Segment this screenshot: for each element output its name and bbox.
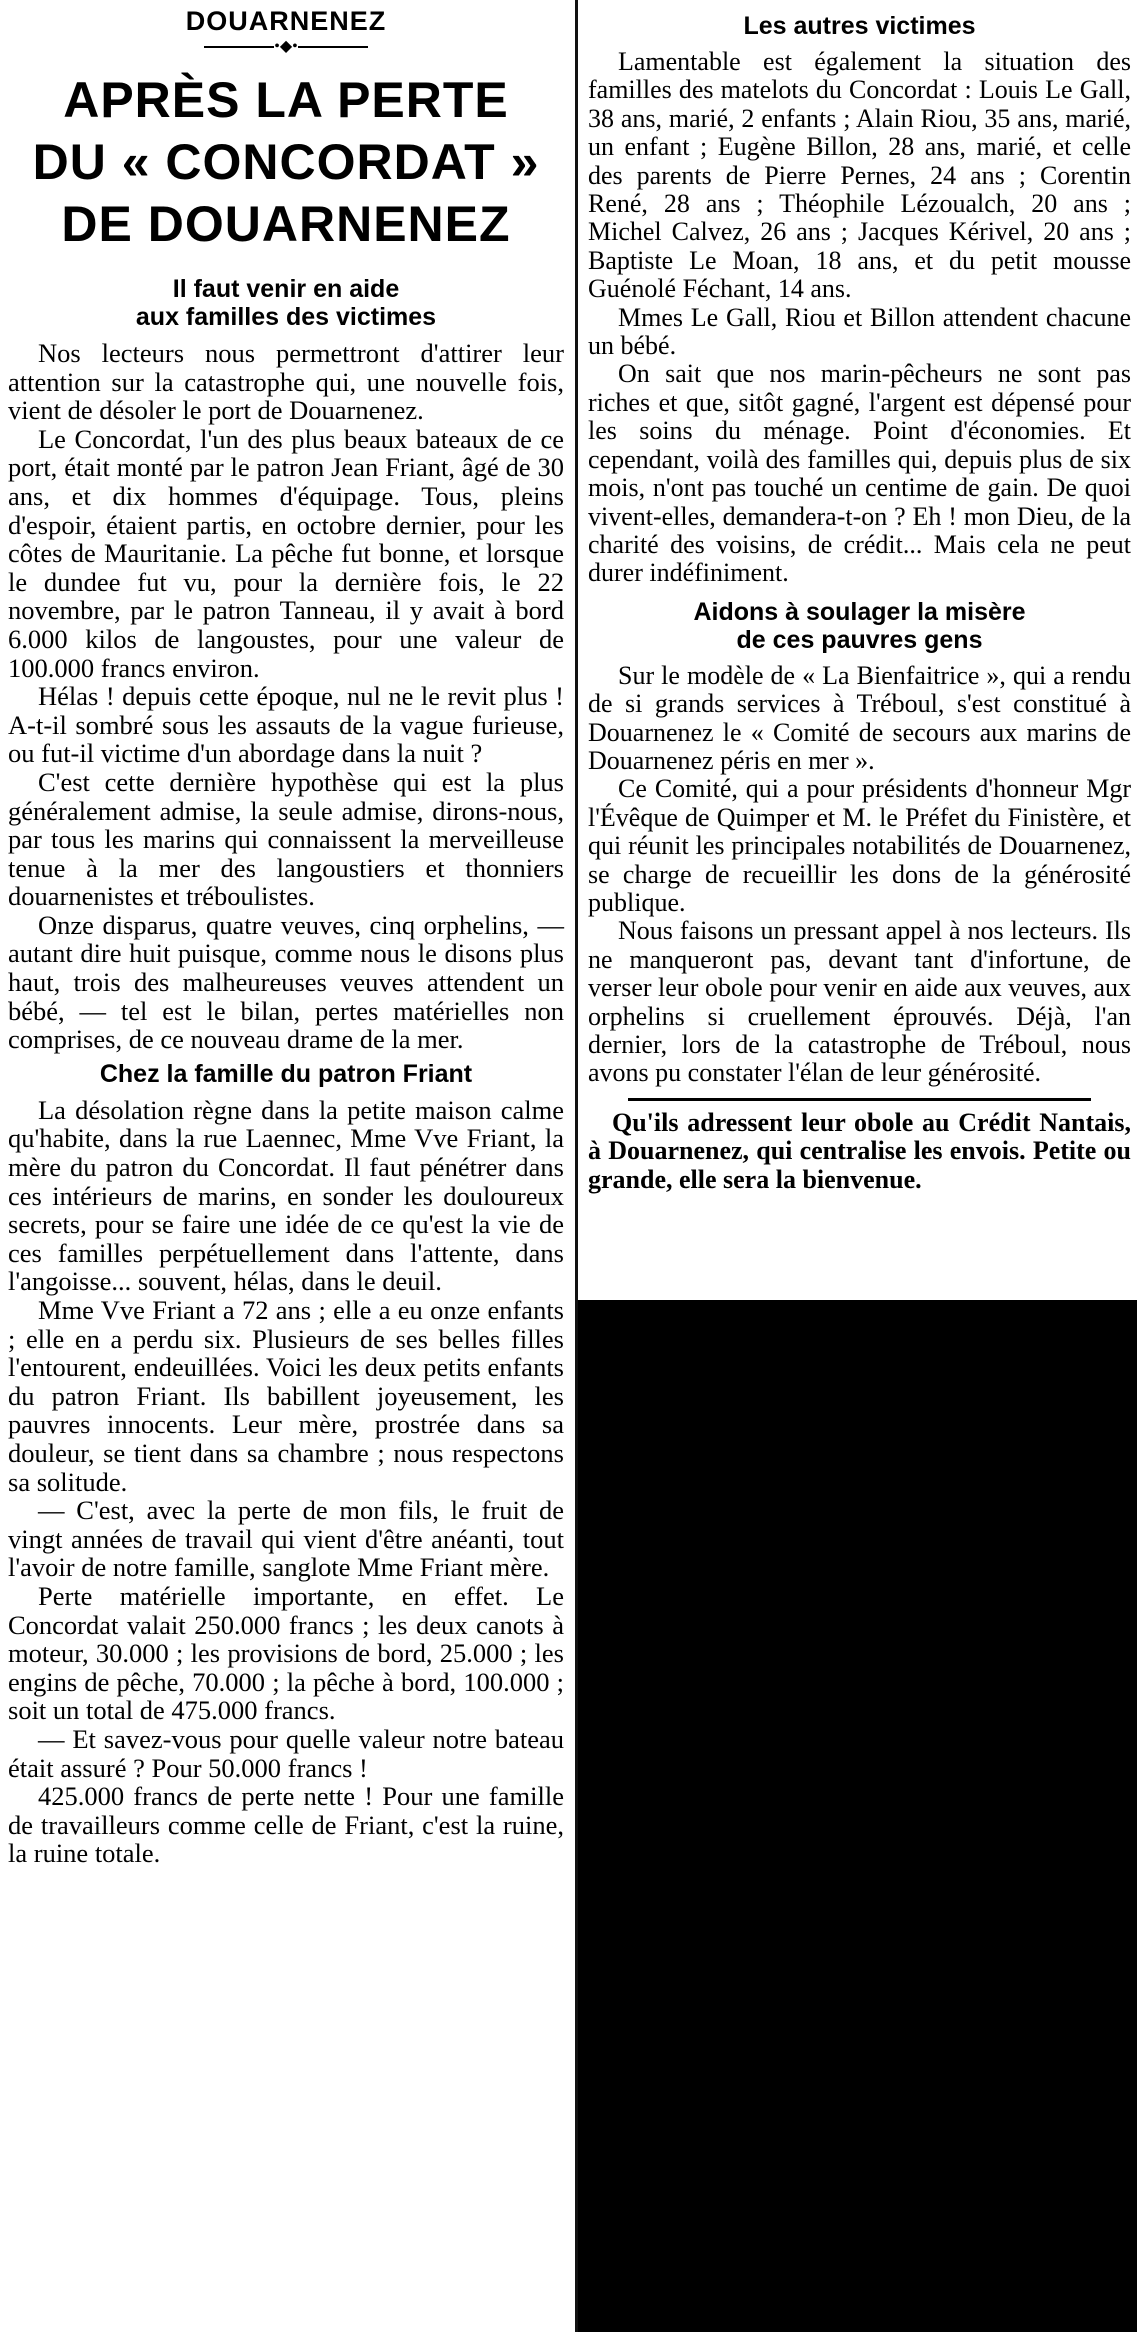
paragraph: Mmes Le Gall, Riou et Billon attendent chacune un bébé.: [588, 302, 1131, 361]
paragraph: C'est cette dernière hypothèse qui est la plus généralement admise, la seule admise, dirons-nous, par tous les marins qui connaissent la merveilleuse tenue à la mer des langoustiers et thonniers douarnenistes et tréboulistes.: [8, 766, 564, 912]
paragraph: Hélas ! depuis cette époque, nul ne le revit plus ! A-t-il sombré sous les assauts de la vague furieuse, ou fut-il victime d'un abordage dans la nuit ?: [8, 681, 564, 769]
right-column: [582, 0, 1137, 1194]
kicker-location: DOUARNENEZ: [185, 6, 387, 36]
paragraph: Le Concordat, l'un des plus beaux bateaux de ce port, était monté par le patron Jean Friant, âgé de 30 ans, et dix hommes d'équipage. Tous, pleins d'espoir, étaient partis, en octobre dernier, pour les côtes de Mauritanie. La pêche fut bonne, et lorsque le dundee fut vu, pour la dernière fois, le 22 novembre, par le patron Tanneau, il y avait à bord 6.000 kilos de langoustes, pour une valeur de 100.000 francs environ.: [8, 423, 564, 683]
subhead-friant-family: Chez la famille du patron Friant: [99, 1059, 473, 1088]
paragraph: Onze disparus, quatre veuves, cinq orphelins, — autant dire huit puisque, comme nous le disons plus haut, trois des malheureuses veuves attendent un bébé, — tel est le bilan, pertes matérielles non comprises, de ce nouveau drame de la mer.: [8, 909, 564, 1055]
paragraph: Sur le modèle de « La Bienfaitrice », qui a rendu de si grands services à Tréboul, s'est constitué à Douarnenez le « Comité de secours aux marins de Douarnenez péris en mer ».: [588, 660, 1131, 775]
paragraph: 425.000 francs de perte nette ! Pour une famille de travailleurs comme celle de Friant, c'est la ruine, la ruine totale.: [8, 1781, 564, 1869]
section-divider: [628, 1098, 1091, 1101]
paragraph: — Et savez-vous pour quelle valeur notre bateau était assuré ? Pour 50.000 francs !: [8, 1723, 564, 1783]
paragraph: — C'est, avec la perte de mon fils, le fruit de vingt années de travail qui vient d'être anéanti, tout l'avoir de notre famille, sanglote Mme Friant mère.: [8, 1495, 564, 1583]
paragraph: Perte matérielle importante, en effet. Le Concordat valait 250.000 francs ; les deux canots à moteur, 30.000 ; les provisions de bord, 25.000 ; les engins de pêche, 70.000 ; la pêche à bord, 100.000 ; soit un total de 475.000 francs.: [8, 1580, 564, 1726]
paragraph: Ce Comité, qui a pour présidents d'honneur Mgr l'Évêque de Quimper et M. le Préfet du Finistère, et qui réunit les principales notabilités de Douarnenez, se charge de recueillir les dons de la générosité publique.: [588, 774, 1131, 917]
left-column: [0, 0, 572, 1868]
closing-appeal: Qu'ils adressent leur obole au Crédit Nantais, à Douarnenez, qui centralise les envois. Petite ou grande, elle sera la bienvenue.: [588, 1107, 1131, 1194]
paragraph: On sait que nos marin-pêcheurs ne sont pas riches et que, sitôt gagné, l'argent est dépensé pour les soins du ménage. Point d'économies. Et cependant, voilà des familles qui, depuis plus de six mois, n'ont pas touché un centime de gain. De quoi vivent-elles, demandera-t-on ? Eh ! mon Dieu, de la charité des voisins, de crédit... Mais cela ne peut durer indéfiniment.: [588, 359, 1131, 588]
headline-line: APRÈS LA PERTE: [63, 72, 509, 128]
paragraph: Nos lecteurs nous permettront d'attirer leur attention sur la catastrophe qui, une nouvelle fois, vient de désoler le port de Douarnenez.: [8, 338, 564, 426]
ornament-glyph: •◆•: [274, 38, 298, 55]
subhead-relieve-misery: Aidons à soulager la misère de ces pauvres gens: [693, 597, 1026, 654]
subhead-aid-families: Il faut venir en aide aux familles des victimes: [135, 275, 437, 331]
headline-line: DE DOUARNENEZ: [61, 196, 511, 252]
paragraph: La désolation règne dans la petite maison calme qu'habite, dans la rue Laennec, Mme Vve Friant, la mère du patron du Concordat. Il faut pénétrer dans ces intérieurs de marins, en sonder les douloureux secrets, pour se faire une idée de ce qu'est la vie de ces familles perpétuellement dans l'attente, dans l'angoisse... souvent, hélas, dans le deuil.: [8, 1094, 564, 1297]
paragraph: Lamentable est également la situation des familles des matelots du Concordat : Louis Le Gall, 38 ans, marié, 2 enfants ; Alain Riou, 35 ans, marié, un enfant ; Eugène Billon, 28 ans, marié, et celle des parents de Pierre Pernes, 24 ans ; Corentin René, 28 ans ; Théophile Lézoualch, 20 ans ; Michel Calvez, 26 ans ; Jacques Kérivel, 20 ans ; Baptiste Le Moan, 18 ans, et du petit mousse Guénolé Féchant, 14 ans.: [588, 47, 1131, 304]
paragraph: Nous faisons un pressant appel à nos lecteurs. Ils ne manqueront pas, devant tant d'infortune, de verser leur obole pour venir en aide aux veuves, aux orphelins si cruellement éprouvés. Déjà, l'an dernier, lors de la catastrophe de Tréboul, nous avons pu constater l'élan de leur générosité.: [588, 916, 1131, 1088]
ornament-divider: [8, 39, 564, 55]
headline: [8, 69, 564, 255]
paragraph: Mme Vve Friant a 72 ans ; elle a eu onze enfants ; elle en a perdu six. Plusieurs de ses belles filles l'entourent, endeuillées. Voici les deux petits enfants du patron Friant. Ils babillent joyeusement, les pauvres innocents. Leur mère, prostrée dans sa douleur, se tient dans sa chambre ; nous respectons sa solitude.: [8, 1295, 564, 1497]
subhead-other-victims: Les autres victimes: [743, 12, 976, 40]
headline-line: DU « CONCORDAT »: [32, 134, 540, 190]
blank-black-area: [578, 1300, 1137, 2332]
